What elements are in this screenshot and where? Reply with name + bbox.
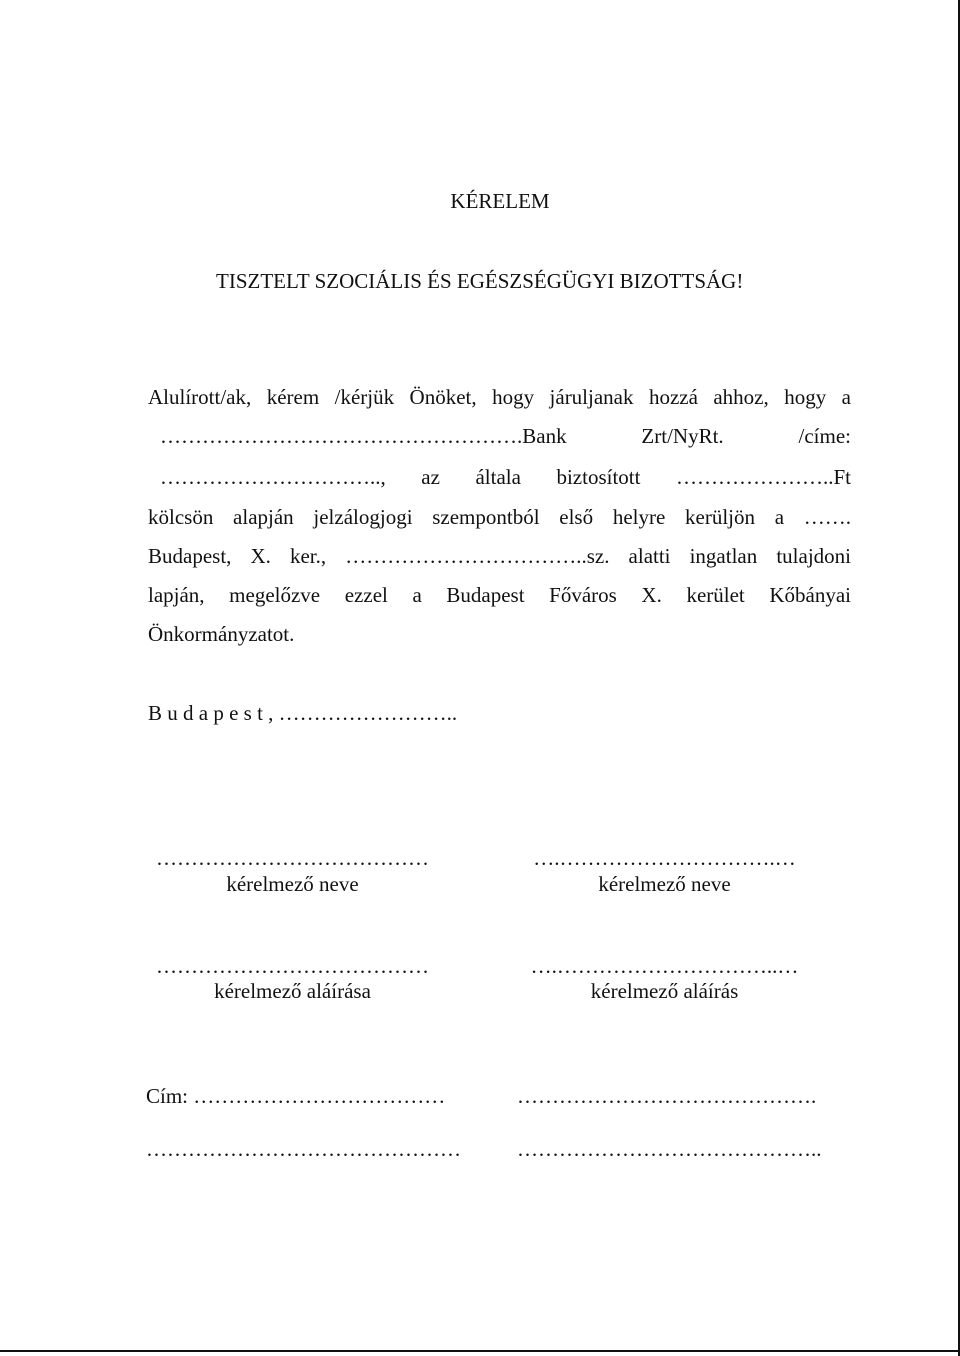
date-line: B u d a p e s t , …………………….. [148, 701, 458, 725]
signature-line-right: ….…………………………..… [530, 954, 799, 978]
body-line-5: Budapest, X. ker., ……………………………..sz. alatti ingatlan tulajdoni [148, 544, 851, 568]
body-line-2: …………………………………………….Bank Zrt/NyRt. /címe: [160, 424, 851, 448]
salutation: TISZTELT SZOCIÁLIS ÉS EGÉSZSÉGÜGYI BIZOTTSÁG! [216, 269, 744, 293]
applicant-signature-label-right: kérelmező aláírás [590, 979, 739, 1003]
address-line2-left: ……………………………………… [146, 1137, 461, 1161]
applicant-signature-label-left: kérelmező aláírása [214, 979, 371, 1003]
address-label: Cím: ……………………………… [146, 1084, 446, 1108]
body-line-7: Önkormányzatot. [148, 622, 295, 646]
page-border-bottom [0, 1350, 960, 1352]
body-line-4: kölcsön alapján jelzálogjogi szempontból első helyre kerüljön a ……. [148, 505, 851, 529]
body-line-3: ………………………….., az általa biztosított …………………..Ft [160, 465, 851, 489]
document-title: KÉRELEM [450, 189, 550, 213]
applicant-name-label-left: kérelmező neve [226, 872, 359, 896]
signature-dots-right: ….………………………….… [533, 846, 796, 870]
body-line-1: Alulírott/ak, kérem /kérjük Önöket, hogy járuljanak hozzá ahhoz, hogy a [148, 385, 851, 409]
signature-line-left: ………………………………… [156, 954, 429, 978]
address-line1-right: ……………………………………. [517, 1084, 817, 1108]
address-line2-right: …………………………………….. [517, 1137, 822, 1161]
body-line-6: lapján, megelőzve ezzel a Budapest Főváros X. kerület Kőbányai [148, 583, 851, 607]
applicant-name-label-right: kérelmező neve [598, 872, 731, 896]
signature-dots-left: ………………………………… [156, 846, 429, 870]
